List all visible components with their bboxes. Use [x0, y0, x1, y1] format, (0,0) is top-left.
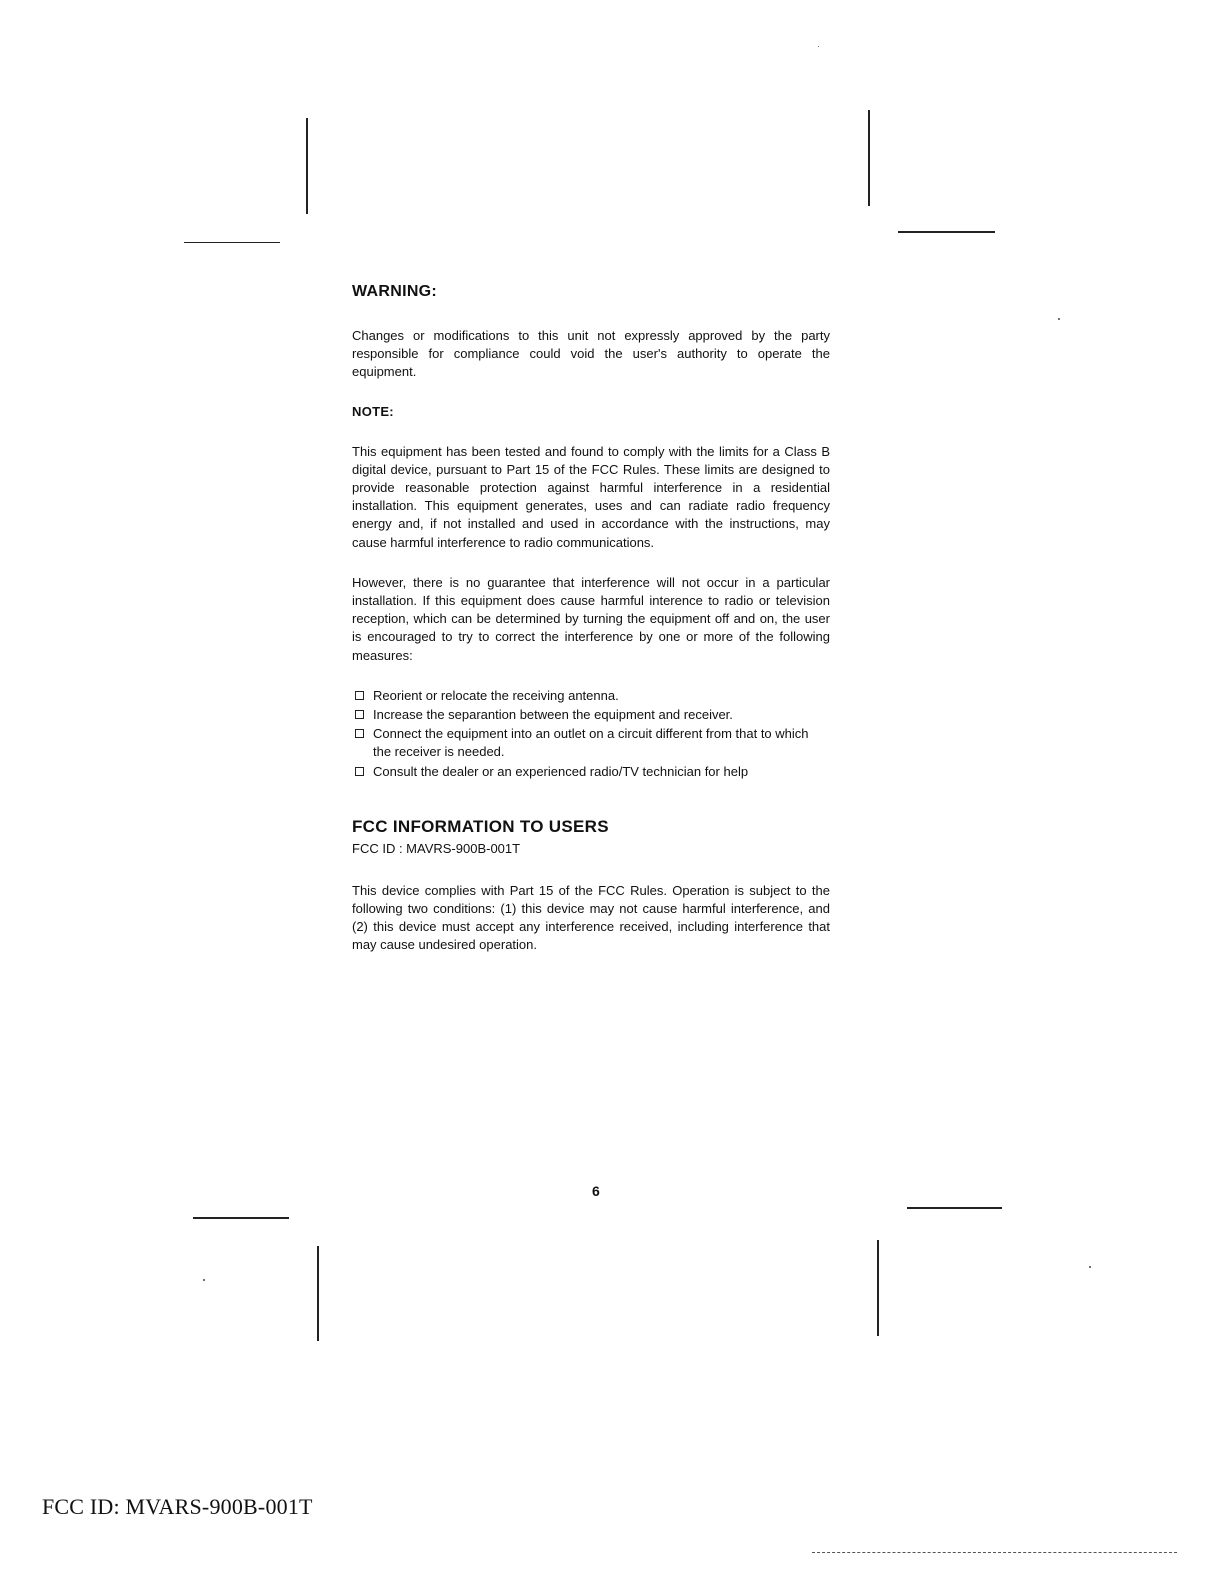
page-number: 6 — [592, 1183, 600, 1199]
footer-fcc-id: FCC ID: MVARS-900B-001T — [42, 1494, 313, 1519]
crop-mark-top-right-vertical — [868, 110, 870, 206]
checkbox-icon — [355, 691, 364, 700]
scan-speck — [1089, 1266, 1091, 1268]
measure-text: Reorient or relocate the receiving antenna. — [373, 687, 619, 703]
list-item — [352, 706, 830, 724]
list-item — [352, 725, 830, 761]
crop-mark-bottom-right-horizontal — [907, 1207, 1002, 1209]
note-paragraph-2: However, there is no guarantee that interference will not occur in a particular installation. If this equipment does cause harmful interence to radio or television reception, which can be determined by turning the equipment off and on, the user is encouraged to try to correct the interference by one or more of the following measures: — [352, 574, 830, 663]
crop-mark-bottom-left-horizontal — [193, 1217, 289, 1219]
measure-text: Connect the equipment into an outlet on a circuit different from that to which the receiver is needed. — [373, 726, 809, 760]
scan-speck — [818, 46, 819, 47]
scan-speck — [203, 1279, 205, 1281]
warning-heading: WARNING: — [352, 283, 438, 300]
list-item — [352, 763, 830, 781]
checkbox-icon — [355, 710, 364, 719]
measure-text: Consult the dealer or an experienced radio/TV technician for help — [373, 763, 749, 779]
document-body — [352, 283, 830, 955]
note-heading: NOTE: — [352, 403, 394, 419]
crop-mark-bottom-left-vertical — [317, 1246, 319, 1341]
note-paragraph-1: This equipment has been tested and found to comply with the limits for a Class B digital device, pursuant to Part 15 of the FCC Rules. These limits are designed to provide reasonable protection against harmful interference in a residential installation. This equipment generates, uses and can radiate radio frequency energy and, if not installed and used in accordance with the instructions, may cause harmful interference to radio communications. — [352, 443, 830, 550]
fcc-text: This device complies with Part 15 of the FCC Rules. Operation is subject to the following two conditions: (1) this device may not cause harmful interference, and (2) this device must accept any interference received, including interference that may cause undesired operation. — [352, 882, 830, 953]
scan-speck — [1058, 318, 1060, 320]
crop-mark-top-right-horizontal — [898, 231, 995, 233]
fcc-heading: FCC INFORMATION TO USERS — [352, 816, 609, 836]
scan-edge-line — [812, 1552, 1177, 1553]
fcc-id-line: FCC ID : MAVRS-900B-001T — [352, 840, 521, 856]
checkbox-icon — [355, 729, 364, 738]
measures-list — [352, 687, 830, 781]
measure-text: Increase the separantion between the equipment and receiver. — [373, 707, 733, 723]
warning-text: Changes or modifications to this unit not expressly approved by the party responsible for compliance could void the user's authority to operate the equipment. — [352, 328, 830, 380]
crop-mark-bottom-right-vertical — [877, 1240, 879, 1336]
list-item — [352, 687, 830, 705]
checkbox-icon — [355, 767, 364, 776]
crop-mark-top-left-vertical — [306, 118, 308, 214]
crop-mark-top-left-horizontal — [184, 242, 280, 243]
